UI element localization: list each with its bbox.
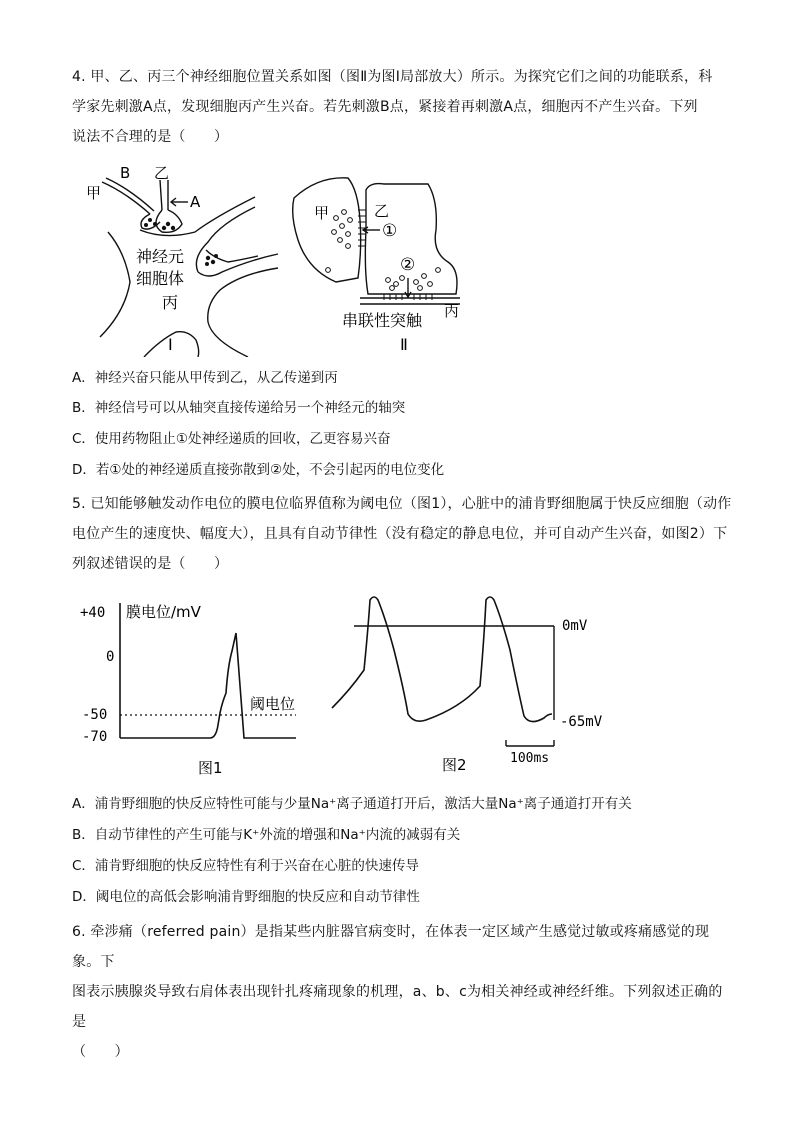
question-5-option-d[interactable]: D．阈电位的高低会影响浦肯野细胞的快反应和自动节律性 <box>72 889 420 905</box>
threshold-figure-1 <box>80 595 310 780</box>
question-6-line-3: （ ） <box>72 1044 129 1060</box>
fig2-numeral: Ⅱ <box>400 335 408 354</box>
fig1-label-bing: 丙 <box>162 293 179 312</box>
question-5-option-a[interactable]: A．浦肯野细胞的快反应特性可能与少量Na⁺离子通道打开后，激活大量Na⁺离子通道打开有关 <box>72 796 632 812</box>
synapse-diagram-2 <box>288 170 478 355</box>
question-5-option-c[interactable]: C．浦肯野细胞的快反应特性有利于兴奋在心脏的快速传导 <box>72 858 419 874</box>
fig2-caption: 串联性突触 <box>342 311 423 330</box>
question-5-line-2: 电位产生的速度快、幅度大），且具有自动节律性（没有稳定的静息电位，并可自动产生兴奋，如图2）下 <box>72 526 728 542</box>
fig1-label-A: A <box>190 193 201 211</box>
question-4-option-d[interactable]: D．若①处的神经递质直接弥散到②处，不会引起丙的电位变化 <box>72 462 445 478</box>
neuron-diagram-1 <box>80 162 280 357</box>
fig1-cell-body-line-2: 细胞体 <box>136 269 185 288</box>
action-potential-trace <box>120 633 296 738</box>
fig1-label-yi: 乙 <box>154 164 170 182</box>
question-4-line-3: 说法不合理的是（ ） <box>72 129 229 145</box>
fig2-caption: 图2 <box>442 756 467 774</box>
fig2-label-bing: 丙 <box>444 302 460 320</box>
question-4-option-b[interactable]: B．神经信号可以从轴突直接传递给另一个神经元的轴突 <box>72 400 406 416</box>
fig2-scale-label: 100ms <box>510 751 550 766</box>
synapse-figure-2 <box>288 170 478 355</box>
fig1-y-label: 膜电位/mV <box>126 603 201 621</box>
question-4-option-c[interactable]: C．使用药物阻止①处神经递质的回收，乙更容易兴奋 <box>72 431 391 447</box>
fig1-cell-body-line-1: 神经元 <box>136 247 185 266</box>
question-5-stem <box>72 489 732 579</box>
fig2-marker-2: ② <box>400 255 416 275</box>
fig1-tick-minus50: -50 <box>82 707 108 723</box>
fig1-label-B: B <box>120 164 131 182</box>
fig1-tick-minus70: -70 <box>82 729 108 745</box>
fig1-threshold-label: 阈电位 <box>250 695 296 713</box>
question-5-line-1: 5. 已知能够触发动作电位的膜电位临界值称为阈电位（图1），心脏中的浦肯野细胞属于快反应细胞（动作 <box>72 496 732 512</box>
fig1-numeral: Ⅰ <box>168 335 173 354</box>
fig1-caption: 图1 <box>198 759 223 777</box>
question-4-line-1: 4. 甲、乙、丙三个神经细胞位置关系如图（图Ⅱ为图Ⅰ局部放大）所示。为探究它们之间的功能联系，科 <box>72 69 713 85</box>
question-5-option-b[interactable]: B．自动节律性的产生可能与K⁺外流的增强和Na⁺内流的减弱有关 <box>72 827 461 843</box>
neuron-figure-1 <box>80 162 280 357</box>
question-6-line-2: 图表示胰腺炎导致右肩体表出现针扎疼痛现象的机理，a、b、c为相关神经或神经纤维。下列叙述正确的是 <box>72 984 723 1030</box>
question-4-stem <box>72 62 732 152</box>
purkinje-figure-2 <box>330 590 630 780</box>
fig2-label-0mv: 0mV <box>562 618 588 634</box>
fig1-tick-0: 0 <box>106 649 115 665</box>
fig2-label-yi: 乙 <box>374 202 390 220</box>
question-6-line-1: 6. 牵涉痛（referred pain）是指某些内脏器官病变时，在体表一定区域产生感觉过敏或疼痛感觉的现象。下 <box>72 924 710 970</box>
fig2-marker-1: ① <box>382 221 398 241</box>
fig2-label-minus65mv: -65mV <box>560 714 603 730</box>
fig1-tick-plus40: +40 <box>80 605 106 621</box>
fig1-label-jia: 甲 <box>86 184 102 202</box>
threshold-plot <box>80 595 310 780</box>
fig2-label-jia: 甲 <box>314 204 330 222</box>
question-4-line-2: 学家先刺激A点，发现细胞丙产生兴奋。若先刺激B点，紧接着再刺激A点，细胞丙不产生兴奋。下列 <box>72 99 698 115</box>
question-5-line-3: 列叙述错误的是（ ） <box>72 556 229 572</box>
purkinje-plot <box>330 590 630 780</box>
purkinje-trace <box>332 597 552 722</box>
question-4-option-a[interactable]: A．神经兴奋只能从甲传到乙，从乙传递到丙 <box>72 370 338 386</box>
question-6-stem <box>72 917 732 1067</box>
